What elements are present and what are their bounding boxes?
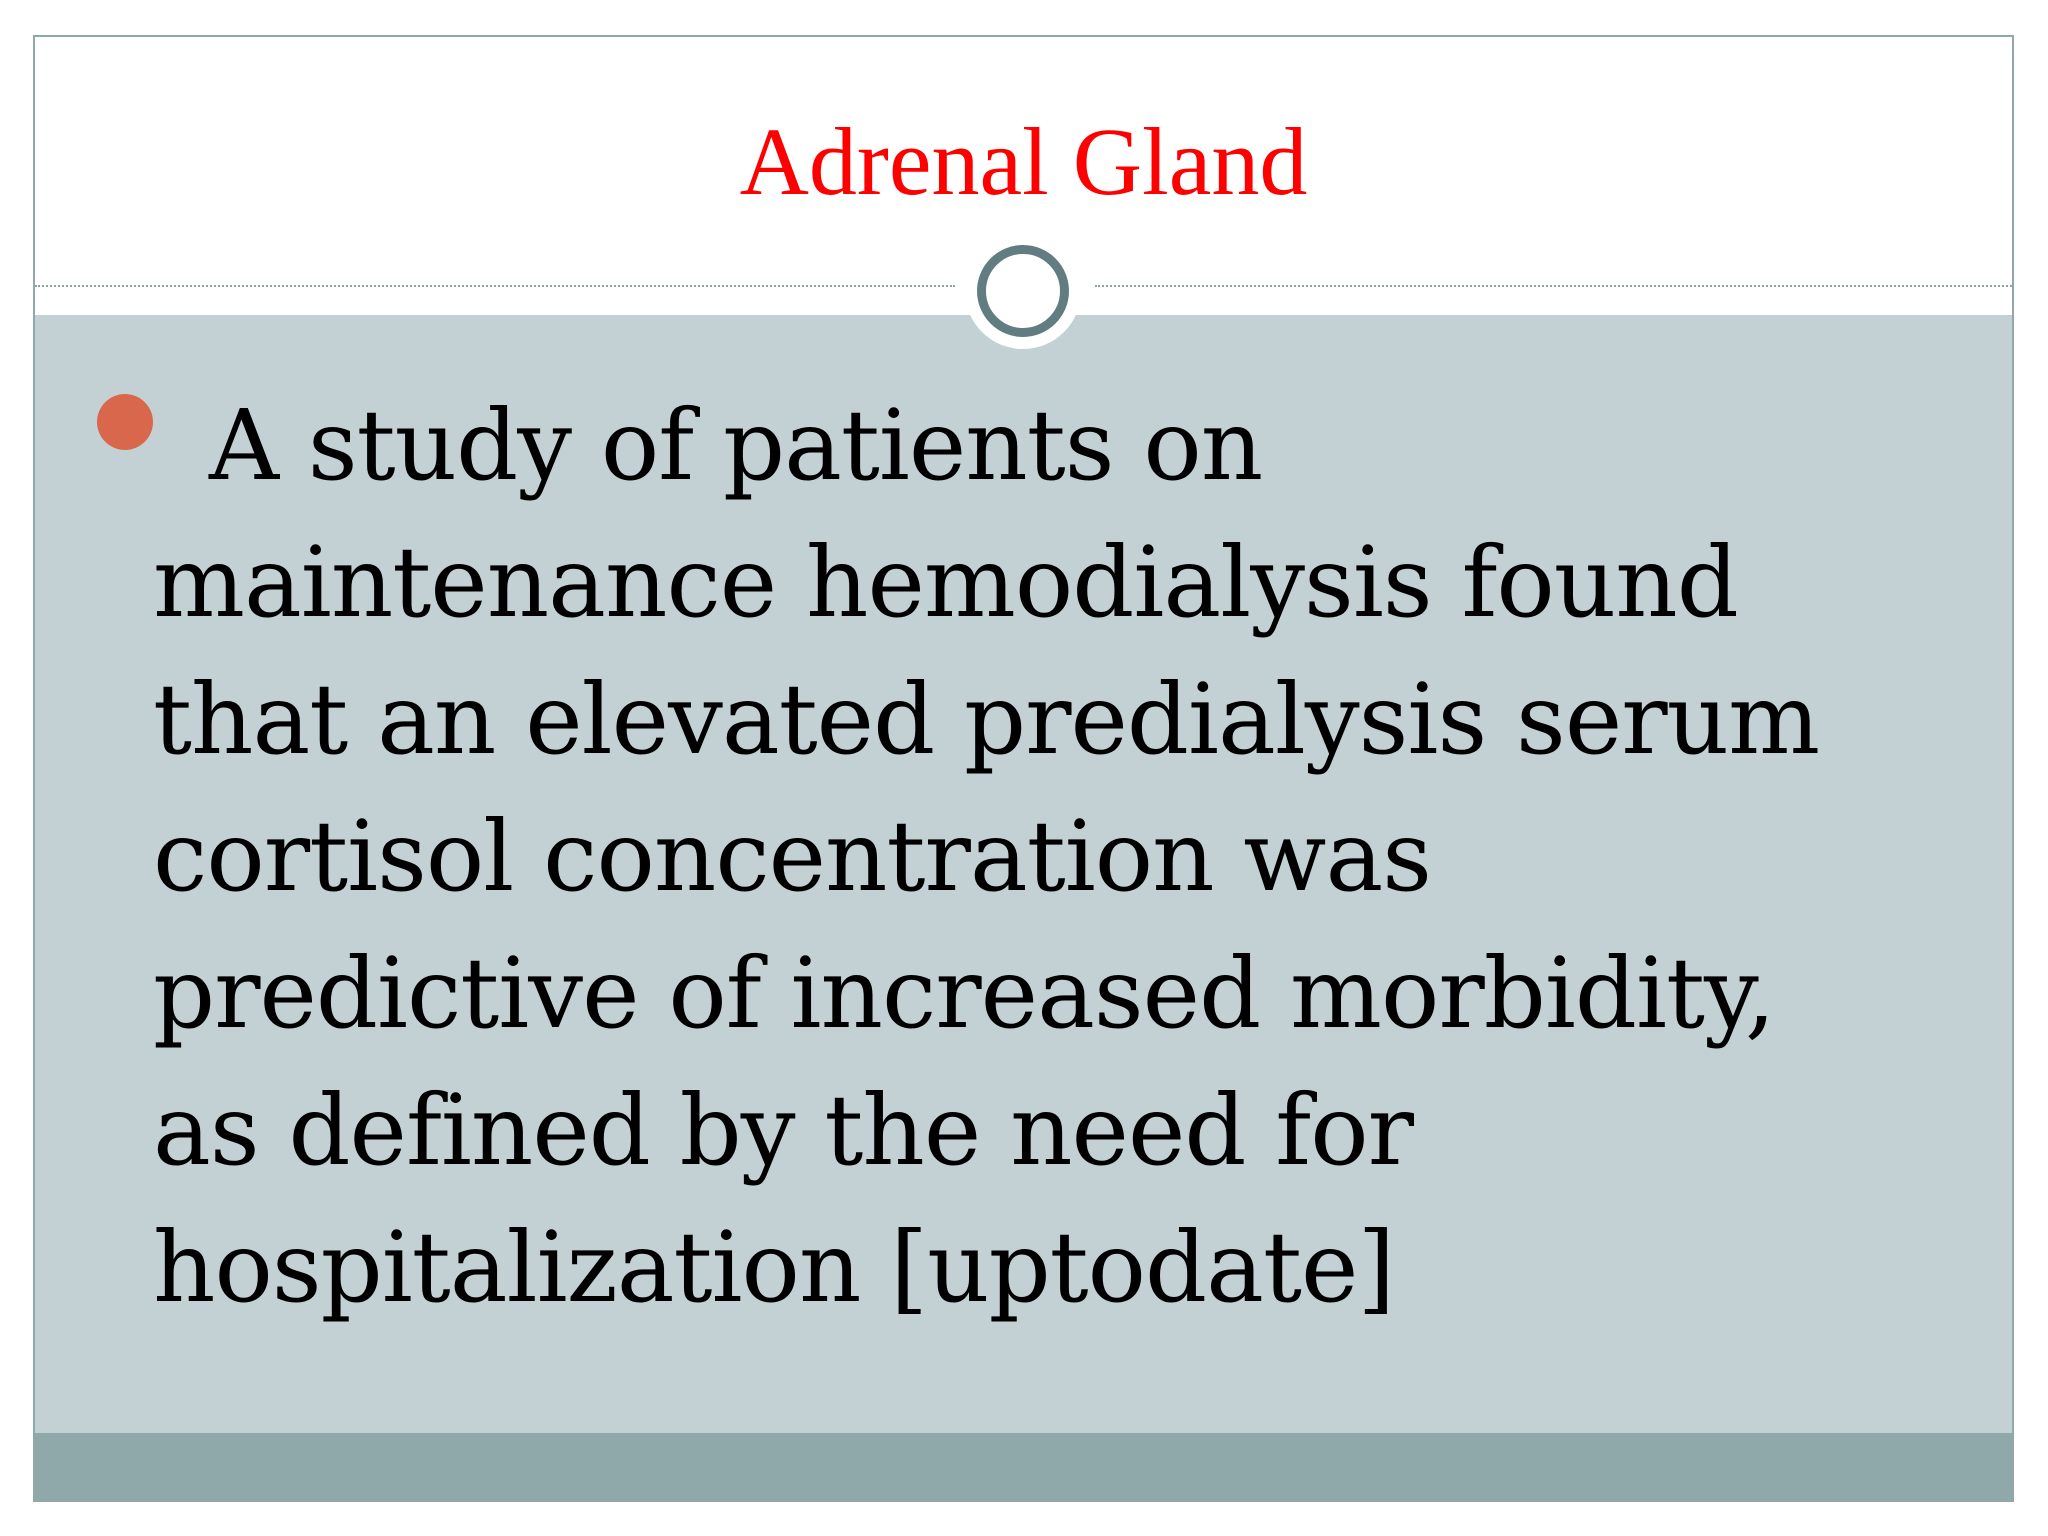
slide-title: Adrenal Gland — [739, 108, 1308, 215]
bullet-dot-icon — [97, 394, 153, 450]
bullet-text-line: hospitalization [uptodate] — [153, 1211, 1395, 1324]
bullet-text-line: maintenance hemodialysis found — [153, 526, 1738, 639]
bullet-text — [153, 377, 1983, 1336]
ring-shape — [977, 245, 1069, 337]
bullet-text-line: predictive of increased morbidity, — [153, 937, 1775, 1050]
footer-band — [35, 1433, 2012, 1502]
bullet-text-line: that an elevated predialysis serum — [153, 663, 1820, 776]
bullet-text-line: cortisol concentration was — [153, 800, 1432, 913]
bullet-text-line: as defined by the need for — [153, 1074, 1413, 1187]
title-divider-left — [35, 285, 955, 287]
title-divider-right — [1095, 285, 2014, 287]
circle-ring-icon — [965, 233, 1081, 349]
slide — [33, 35, 2014, 1502]
bullet-text-line: A study of patients on — [209, 389, 1263, 502]
